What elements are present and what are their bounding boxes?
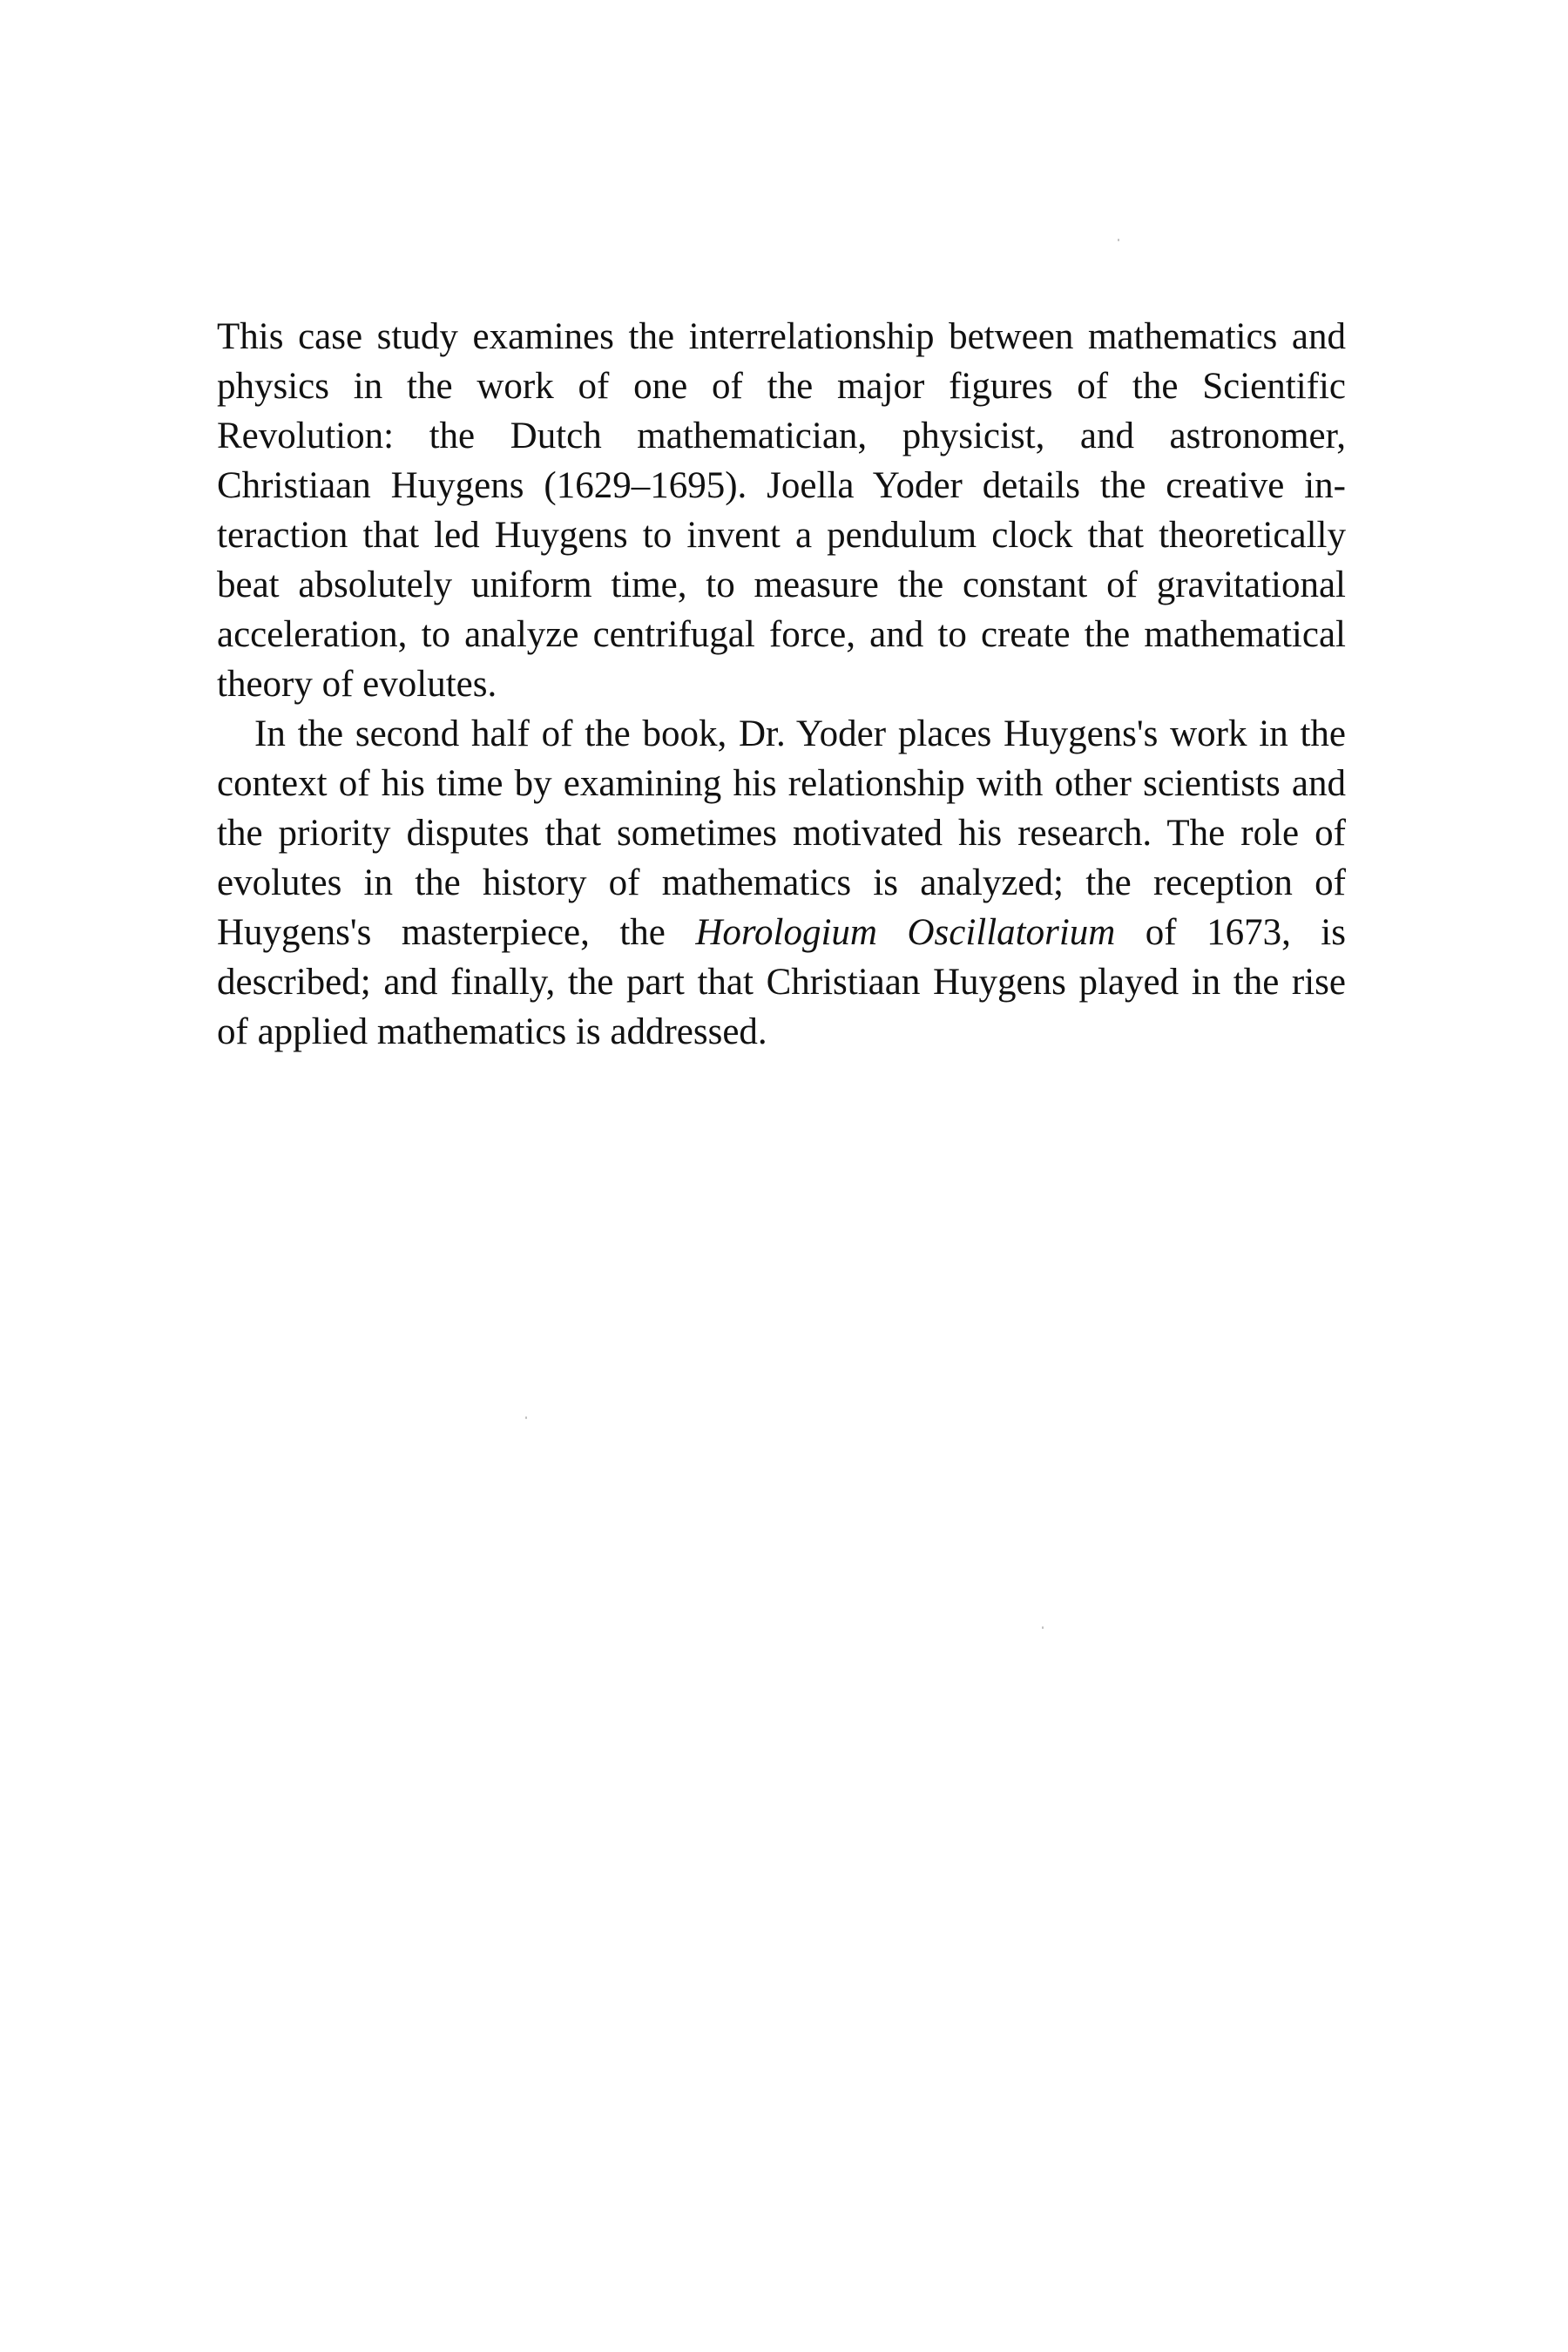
body-text: [217, 312, 1346, 1057]
paragraph-1: [217, 312, 1346, 709]
scan-speck: [1042, 1626, 1044, 1629]
scan-speck: [525, 1416, 527, 1419]
paragraph-2-text-start: In the second half of the book, Dr. Yoder places Huygens's work in the context of his time by examining his relationship with other scientists and the priority disputes that sometimes motivated his research. The role of evolutes in the history of mathematics is analyzed; the reception of Huygens's masterpiece, the: [217, 713, 1346, 953]
book-title-italic: Horologium Oscillatorium: [695, 912, 1116, 953]
scan-speck: [1118, 239, 1119, 241]
paragraph-2: [217, 709, 1346, 1057]
paragraph-2-text-end: of 1673, is described; and finally, the part that Christiaan Huygens played in the rise of applied mathematics is addressed.: [217, 912, 1346, 1052]
paragraph-1-text: This case study examines the interrelationship between mathematics and physics in the work of one of the major figures of the Scientific Revolution: the Dutch mathematician, physicist, and astronomer, Christiaan Huygens (1629–1695). Joella Yoder details the creative interaction that led Huygens to invent a pendulum clock that theoretically beat absolutely uniform time, to measure the constant of gravitational acceleration, to analyze centrifugal force, and to create the mathematical theory of evolutes.: [217, 316, 1346, 705]
